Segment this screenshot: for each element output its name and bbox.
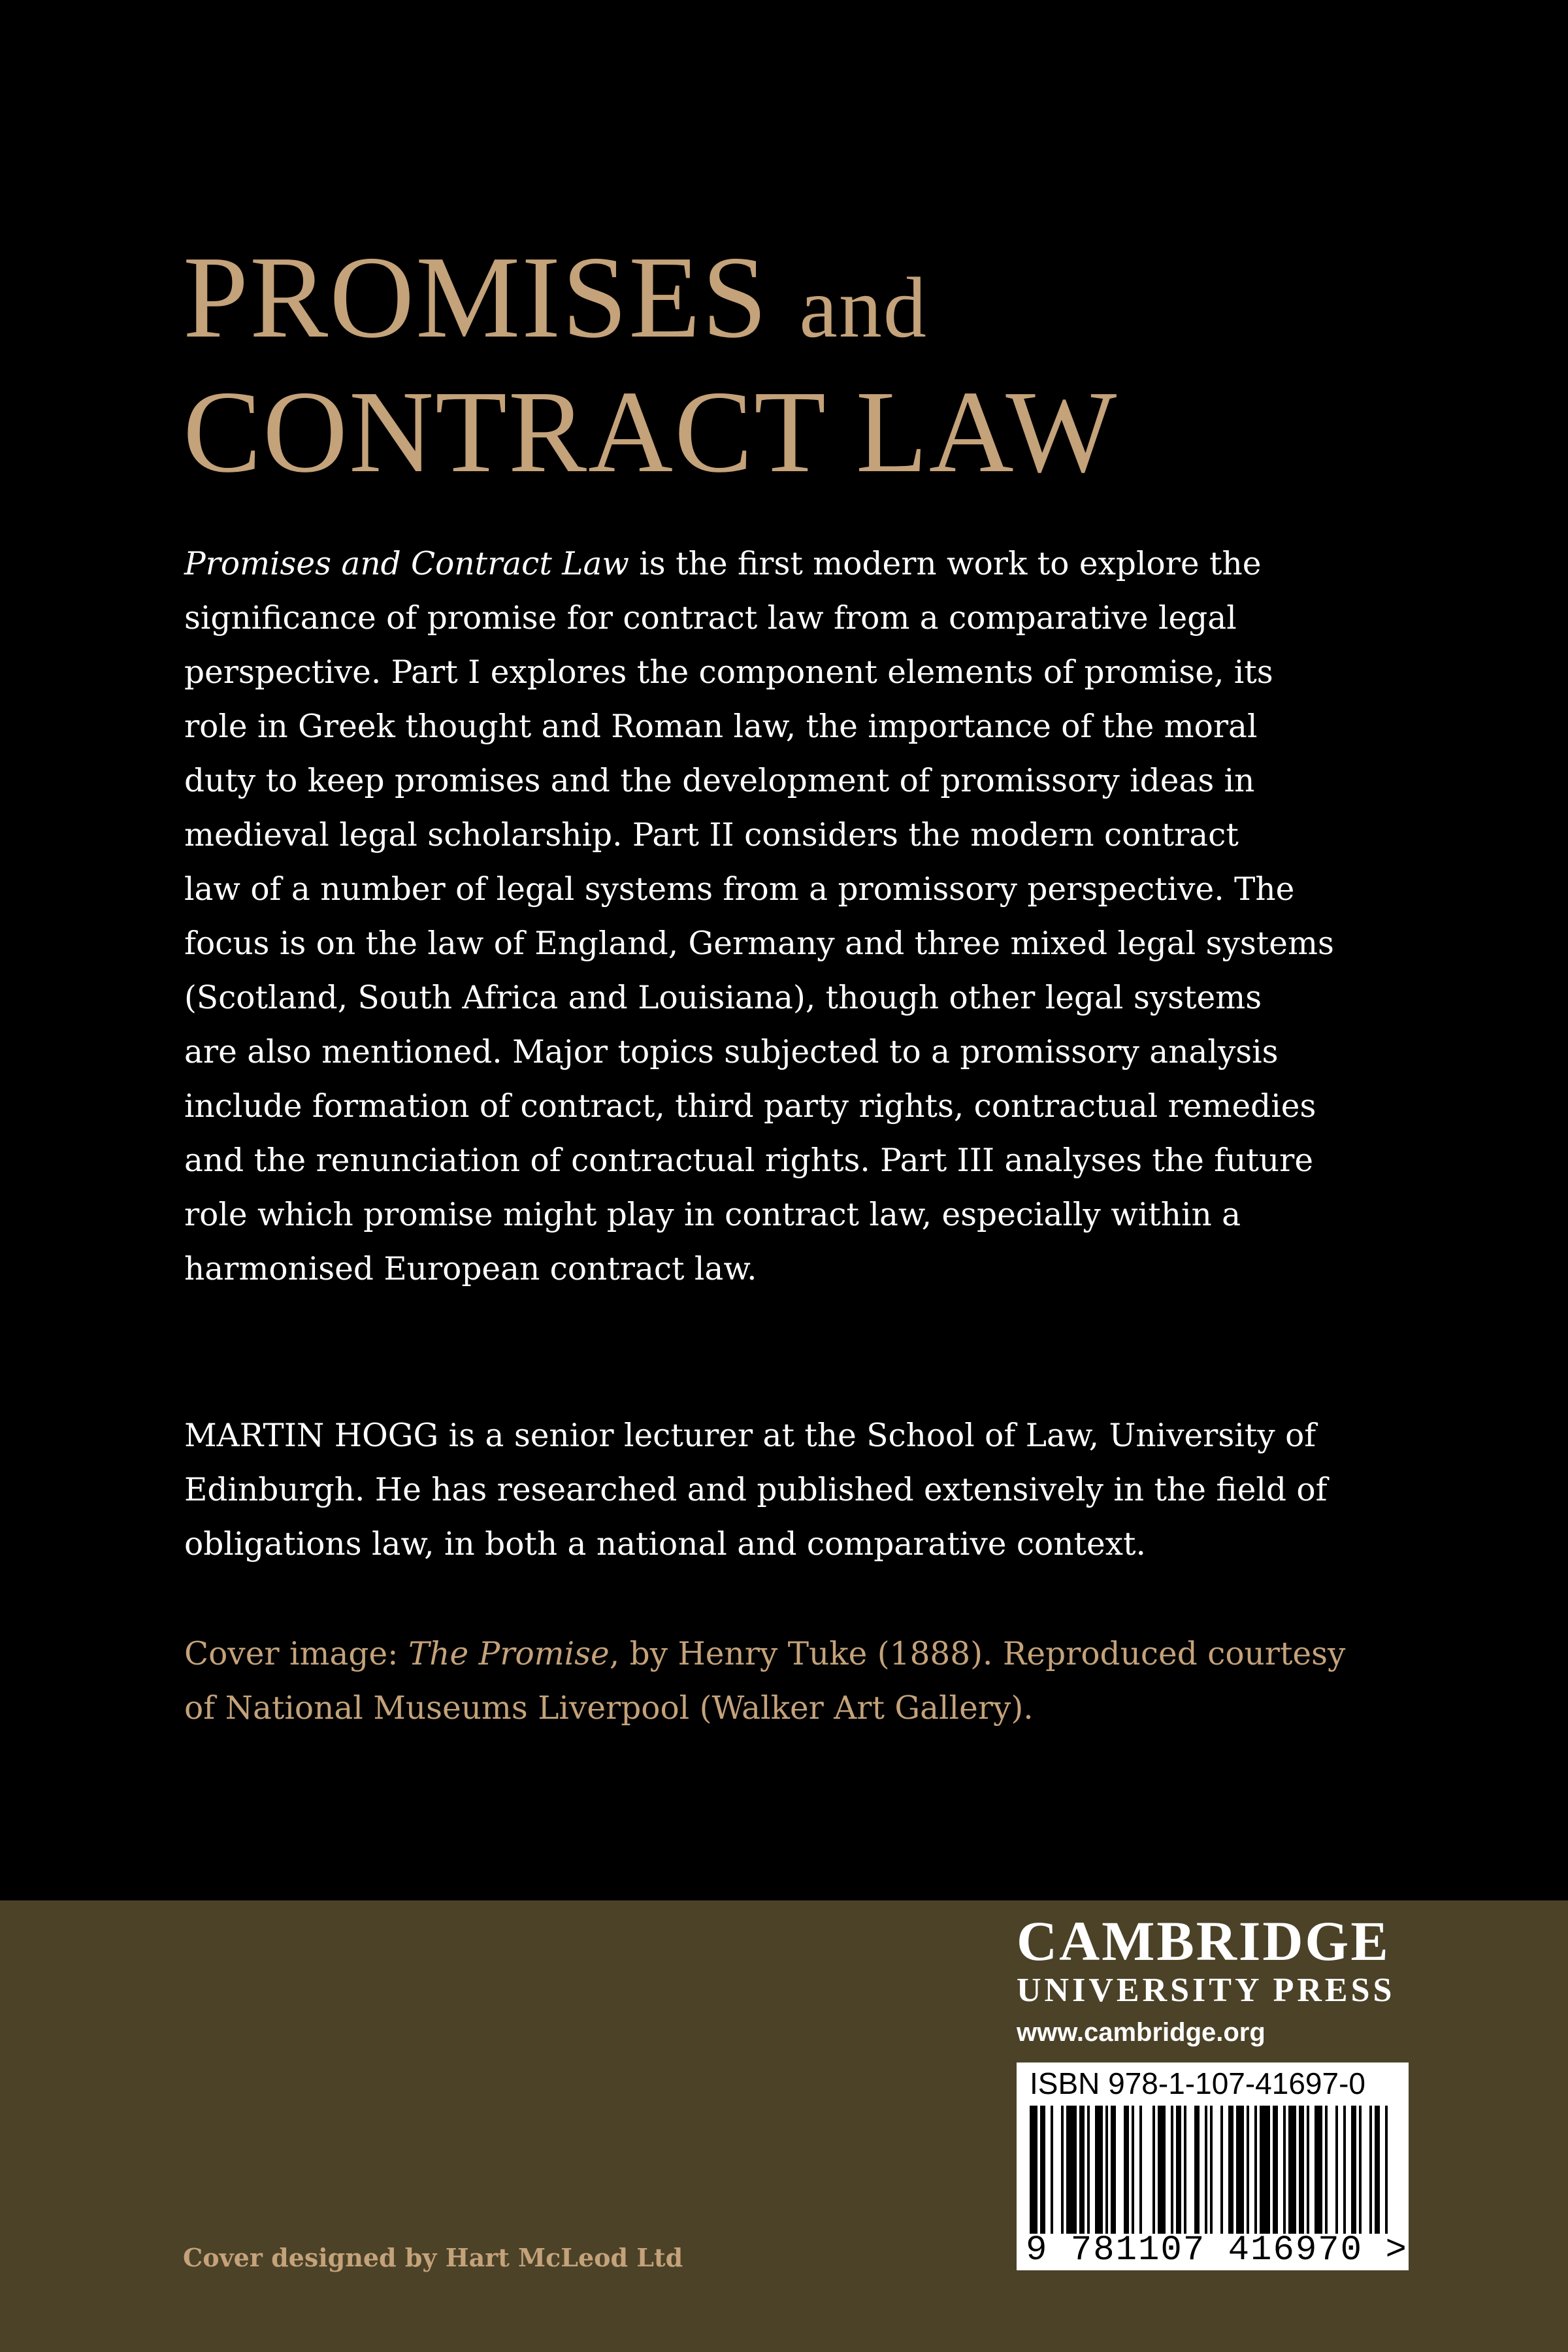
barcode-bar [1184,2106,1186,2234]
barcode-bar [1040,2106,1045,2234]
barcode-bars [1030,2106,1396,2234]
barcode-bar [1176,2106,1181,2234]
barcode-bar [1343,2106,1346,2234]
description-line: (Scotland, South Africa and Louisiana), though other legal systems [184,980,1262,1016]
barcode-bar [1369,2106,1372,2234]
title-line-1 [183,232,1118,370]
barcode-bar [1061,2106,1064,2234]
barcode-bar [1158,2106,1166,2234]
barcode-bar [1105,2106,1108,2234]
barcode-bar [1359,2106,1362,2234]
barcode-bar [1236,2106,1244,2234]
description-title-italic: Promises and Contract Law [184,546,629,582]
barcode-bar [1299,2106,1304,2234]
cover-image-credit [184,1627,1360,1736]
barcode-bar [1030,2106,1037,2234]
credit-line: of National Museums Liverpool (Walker Art Gallery). [184,1690,1034,1727]
barcode-bar [1375,2106,1380,2234]
barcode-bar [1205,2106,1207,2234]
barcode-bar [1139,2106,1142,2234]
author-bio [184,1409,1360,1572]
barcode-bar [1307,2106,1309,2234]
book-description [184,537,1360,1297]
barcode-bar [1254,2106,1257,2234]
description-line: focus is on the law of England, Germany and three mixed legal systems [184,925,1334,962]
barcode-bar [1210,2106,1213,2234]
barcode-bar [1351,2106,1356,2234]
bio-line: obligations law, in both a national and comparative context. [184,1526,1146,1563]
credit-title-italic: The Promise [408,1636,610,1672]
description-line: harmonised European contract law. [184,1251,757,1287]
barcode-bar [1385,2106,1388,2234]
barcode-bar [1124,2106,1129,2234]
description-line: medieval legal scholarship. Part II considers the modern contract [184,817,1239,853]
barcode-digits: 9 781107 416970 > [1026,2230,1408,2270]
barcode-bar [1288,2106,1296,2234]
barcode-bar [1325,2106,1328,2234]
barcode-bar [1273,2106,1278,2234]
book-title [183,232,1119,497]
publisher-name-line-2: UNIVERSITY PRESS [1017,1972,1396,2009]
isbn-barcode [1017,2062,1409,2270]
description-line: significance of promise for contract law from a comparative legal [184,600,1237,637]
cover-designer-credit: Cover designed by Hart McLeod Ltd [183,2243,683,2272]
description-line: role in Greek thought and Roman law, the importance of the moral [184,708,1258,745]
barcode-bar [1111,2106,1116,2234]
barcode-bar [1228,2106,1233,2234]
barcode-bar [1283,2106,1286,2234]
barcode-bar [1152,2106,1155,2234]
barcode-bar [1335,2106,1338,2234]
title-line-2: CONTRACT LAW [183,367,1119,497]
barcode-bar [1194,2106,1200,2234]
barcode-bar [1087,2106,1090,2234]
barcode-bar [1260,2106,1270,2234]
description-line: duty to keep promises and the development of promissory ideas in [184,763,1255,799]
description-line: law of a number of legal systems from a promissory perspective. The [184,871,1295,908]
barcode-bar [1171,2106,1173,2234]
barcode-bar [1315,2106,1322,2234]
publisher-logo [1017,1911,1409,2051]
title-and: and [799,259,928,356]
publisher-url: www.cambridge.org [1017,2018,1266,2047]
description-line: are also mentioned. Major topics subjected to a promissory analysis [184,1034,1279,1070]
description-line: Promises and Contract Law is the first modern work to explore the [184,546,1262,582]
barcode-bar [1079,2106,1085,2234]
publisher-name-line-1: CAMBRIDGE [1017,1910,1390,1972]
barcode-bar [1095,2106,1103,2234]
title-promises: PROMISES [183,232,769,362]
barcode-bar [1051,2106,1053,2234]
description-line: include formation of contract, third party rights, contractual remedies [184,1088,1316,1125]
bio-line: MARTIN HOGG is a senior lecturer at the School of Law, University of [184,1417,1316,1454]
credit-line: Cover image: The Promise, by Henry Tuke (1888). Reproduced courtesy [184,1636,1346,1672]
isbn-text: ISBN 978-1-107-41697-0 [1030,2066,1365,2100]
barcode-bar [1247,2106,1249,2234]
barcode-bar [1220,2106,1223,2234]
description-line: perspective. Part I explores the component elements of promise, its [184,654,1273,691]
barcode-bar [1066,2106,1077,2234]
description-line: and the renunciation of contractual rights. Part III analyses the future [184,1142,1314,1179]
description-line: role which promise might play in contract law, especially within a [184,1197,1241,1233]
barcode-bar [1132,2106,1134,2234]
bio-line: Edinburgh. He has researched and published extensively in the field of [184,1472,1328,1508]
